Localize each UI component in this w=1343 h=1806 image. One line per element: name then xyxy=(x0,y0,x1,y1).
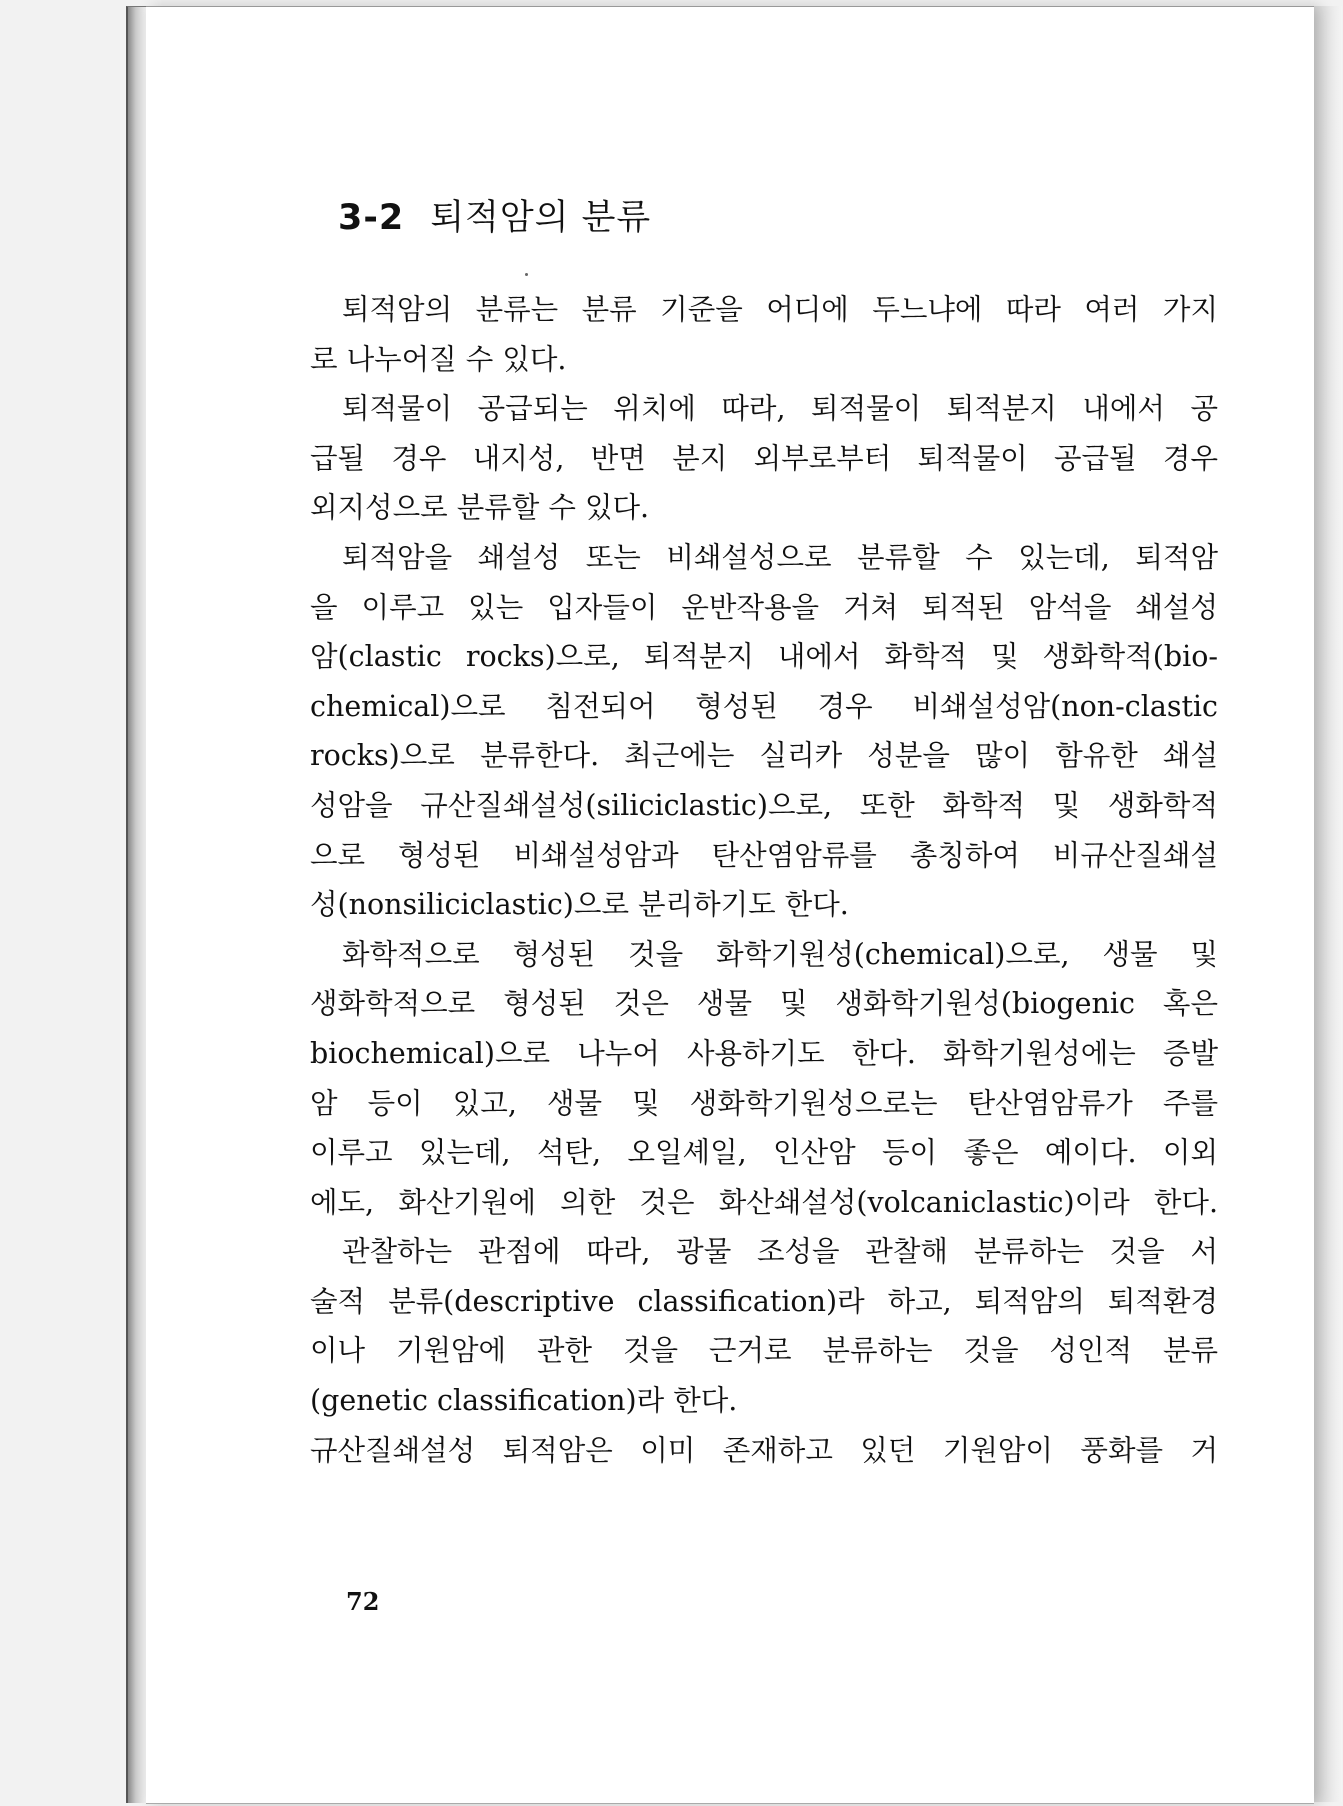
text-line: 암 등이 있고, 생물 및 생화학기원성으로는 탄산염암류가 주를 xyxy=(310,1086,1218,1120)
text-line: 으로 형성된 비쇄설성암과 탄산염암류를 총칭하여 비규산질쇄설 xyxy=(310,838,1218,872)
section-number: 3-2 xyxy=(338,198,405,238)
text-line: 로 나누어질 수 있다. xyxy=(310,342,567,376)
text-line: 을 이루고 있는 입자들이 운반작용을 거쳐 퇴적된 암석을 쇄설성 xyxy=(310,590,1218,624)
text-line: 생화학적으로 형성된 것은 생물 및 생화학기원성(biogenic 혹은 xyxy=(310,987,1218,1021)
text-line: biochemical)으로 나누어 사용하기도 한다. 화학기원성에는 증발 xyxy=(310,1036,1218,1070)
text-line: 성(nonsiliciclastic)으로 분리하기도 한다. xyxy=(310,888,849,922)
text-line: (genetic classification)라 한다. xyxy=(310,1384,738,1418)
text-line: 화학적으로 형성된 것을 화학기원성(chemical)으로, 생물 및 xyxy=(342,937,1218,971)
body-text xyxy=(310,285,1218,1475)
text-line: 규산질쇄설성 퇴적암은 이미 존재하고 있던 기원암이 풍화를 거 xyxy=(310,1433,1218,1467)
page-number: 72 xyxy=(346,1587,380,1616)
text-line: rocks)으로 분류한다. 최근에는 실리카 성분을 많이 함유한 쇄설 xyxy=(310,739,1218,773)
page-shadow xyxy=(1314,6,1342,1802)
text-line: 성암을 규산질쇄설성(siliciclastic)으로, 또한 화학적 및 생화학적 xyxy=(310,788,1218,822)
text-line: 이나 기원암에 관한 것을 근거로 분류하는 것을 성인적 분류 xyxy=(310,1334,1218,1368)
section-title: 퇴적암의 분류 xyxy=(430,198,652,238)
text-line: 이루고 있는데, 석탄, 오일셰일, 인산암 등이 좋은 예이다. 이외 xyxy=(310,1136,1218,1170)
text-line: 퇴적물이 공급되는 위치에 따라, 퇴적물이 퇴적분지 내에서 공 xyxy=(342,392,1218,426)
section-heading xyxy=(338,190,651,240)
text-line: 에도, 화산기원에 의한 것은 화산쇄설성(volcaniclastic)이라 한다. xyxy=(310,1185,1218,1219)
text-line: 퇴적암을 쇄설성 또는 비쇄설성으로 분류할 수 있는데, 퇴적암 xyxy=(342,540,1218,574)
text-line: 술적 분류(descriptive classification)라 하고, 퇴적암의 퇴적환경 xyxy=(310,1284,1218,1318)
text-line: 외지성으로 분류할 수 있다. xyxy=(310,491,650,525)
scan-speck xyxy=(525,273,528,276)
text-line: chemical)으로 침전되어 형성된 경우 비쇄설성암(non-clastic xyxy=(310,689,1218,723)
text-line: 퇴적암의 분류는 분류 기준을 어디에 두느냐에 따라 여러 가지 xyxy=(342,293,1218,326)
text-line: 급될 경우 내지성, 반면 분지 외부로부터 퇴적물이 공급될 경우 xyxy=(310,441,1218,475)
text-line: 암(clastic rocks)으로, 퇴적분지 내에서 화학적 및 생화학적(bio- xyxy=(310,640,1218,674)
text-line: 관찰하는 관점에 따라, 광물 조성을 관찰해 분류하는 것을 서 xyxy=(342,1235,1218,1269)
